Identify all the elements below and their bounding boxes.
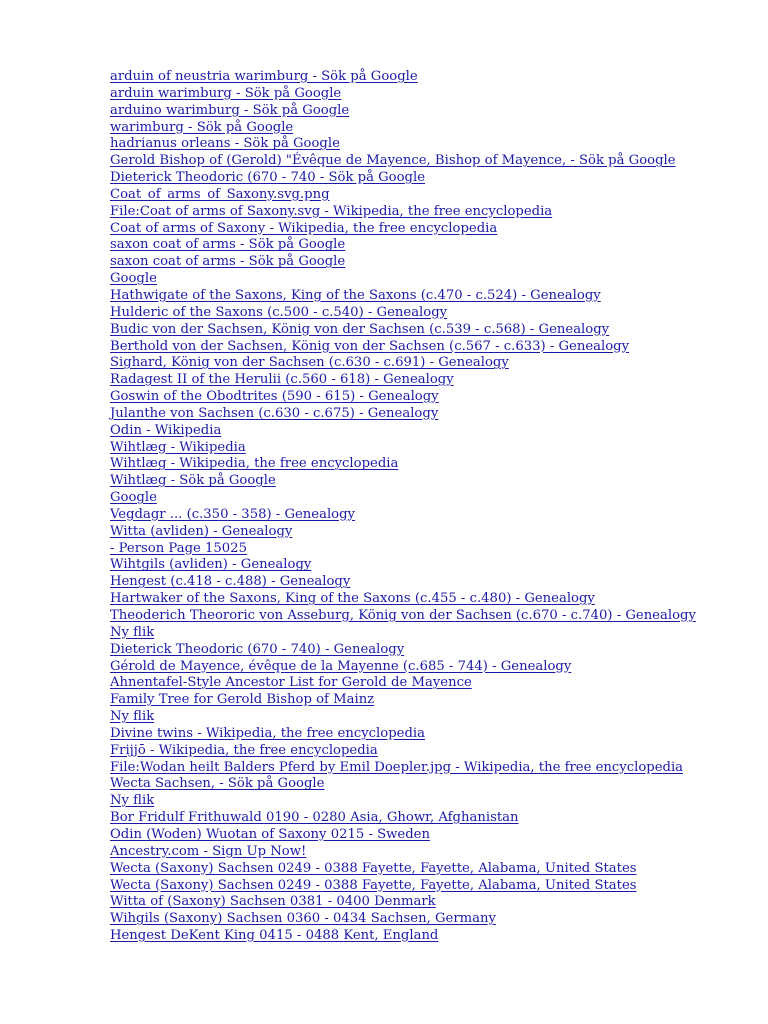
- list-item: [110, 927, 750, 944]
- bookmark-link[interactable]: Ny flik: [110, 709, 155, 725]
- bookmark-link[interactable]: - Person Page 15025: [110, 540, 247, 556]
- list-item: [110, 85, 750, 102]
- bookmark-link[interactable]: Ancestry.com - Sign Up Now!: [110, 843, 307, 859]
- bookmark-link[interactable]: File:Wodan heilt Balders Pferd by Emil Doepler.jpg - Wikipedia, the free encyclopedia: [110, 759, 684, 775]
- list-item: [110, 809, 750, 826]
- list-item: [110, 338, 750, 355]
- list-item: [110, 641, 750, 658]
- bookmark-link[interactable]: Radagest II of the Herulii (c.560 - 618) - Genealogy: [110, 372, 454, 388]
- bookmark-link[interactable]: Julanthe von Sachsen (c.630 - c.675) - Genealogy: [110, 405, 439, 421]
- list-item: [110, 725, 750, 742]
- bookmark-link[interactable]: Witta (avliden) - Genealogy: [110, 523, 293, 539]
- bookmark-link[interactable]: Wihtgils (avliden) - Genealogy: [110, 557, 312, 573]
- bookmark-link[interactable]: arduino warimburg - Sök på Google: [110, 102, 350, 118]
- list-item: [110, 119, 750, 136]
- bookmark-link[interactable]: Bor Fridulf Frithuwald 0190 - 0280 Asia, Ghowr, Afghanistan: [110, 810, 519, 826]
- list-item: [110, 287, 750, 304]
- list-item: [110, 590, 750, 607]
- list-item: [110, 826, 750, 843]
- list-item: [110, 321, 750, 338]
- list-item: [110, 135, 750, 152]
- bookmark-link[interactable]: Gerold Bishop of (Gerold) "Évêque de Mayence, Bishop of Mayence, - Sök på Google: [110, 153, 676, 169]
- list-item: [110, 405, 750, 422]
- bookmark-link[interactable]: Wihtlæg - Sök på Google: [110, 473, 276, 489]
- list-item: [110, 523, 750, 540]
- list-item: [110, 270, 750, 287]
- bookmark-link[interactable]: Hartwaker of the Saxons, King of the Saxons (c.455 - c.480) - Genealogy: [110, 591, 595, 607]
- list-item: [110, 742, 750, 759]
- bookmark-link[interactable]: saxon coat of arms - Sök på Google: [110, 254, 346, 270]
- list-item: [110, 439, 750, 456]
- list-item: [110, 658, 750, 675]
- bookmark-link[interactable]: Coat of arms of Saxony - Wikipedia, the free encyclopedia: [110, 220, 498, 236]
- bookmark-link[interactable]: Coat_of_arms_of_Saxony.svg.png: [110, 186, 330, 202]
- list-item: [110, 607, 750, 624]
- bookmark-link[interactable]: Goswin of the Obodtrites (590 - 615) - Genealogy: [110, 389, 439, 405]
- bookmark-link[interactable]: Google: [110, 271, 157, 287]
- list-item: [110, 691, 750, 708]
- bookmark-link[interactable]: Ahnentafel-Style Ancestor List for Gerold de Mayence: [110, 675, 472, 691]
- list-item: [110, 236, 750, 253]
- bookmark-link[interactable]: Witta of (Saxony) Sachsen 0381 - 0400 Denmark: [110, 894, 436, 910]
- bookmark-link[interactable]: Dieterick Theodoric (670 - 740 - Sök på Google: [110, 170, 425, 186]
- list-item: [110, 489, 750, 506]
- bookmark-link[interactable]: Wihtlæg - Wikipedia, the free encyclopedia: [110, 456, 399, 472]
- bookmark-link[interactable]: Ny flik: [110, 624, 155, 640]
- document-page: [110, 68, 750, 944]
- list-item: [110, 152, 750, 169]
- bookmark-link[interactable]: Divine twins - Wikipedia, the free encyclopedia: [110, 725, 425, 741]
- bookmark-link[interactable]: Hulderic of the Saxons (c.500 - c.540) - Genealogy: [110, 304, 448, 320]
- list-item: [110, 843, 750, 860]
- list-item: [110, 860, 750, 877]
- bookmark-link[interactable]: Wihgils (Saxony) Sachsen 0360 - 0434 Sachsen, Germany: [110, 911, 496, 927]
- bookmark-link[interactable]: Vegdagr ... (c.350 - 358) - Genealogy: [110, 506, 356, 522]
- bookmark-link[interactable]: Dieterick Theodoric (670 - 740) - Genealogy: [110, 641, 405, 657]
- list-item: [110, 388, 750, 405]
- bookmark-link[interactable]: hadrianus orleans - Sök på Google: [110, 136, 340, 152]
- list-item: [110, 169, 750, 186]
- list-item: [110, 893, 750, 910]
- list-item: [110, 775, 750, 792]
- list-item: [110, 203, 750, 220]
- bookmark-link[interactable]: Sighard, König von der Sachsen (c.630 - c.691) - Genealogy: [110, 355, 509, 371]
- list-item: [110, 877, 750, 894]
- list-item: [110, 759, 750, 776]
- bookmark-link[interactable]: File:Coat of arms of Saxony.svg - Wikipedia, the free encyclopedia: [110, 203, 553, 219]
- bookmark-link[interactable]: Gérold de Mayence, évêque de la Mayenne (c.685 - 744) - Genealogy: [110, 658, 572, 674]
- bookmark-link[interactable]: Hengest (c.418 - c.488) - Genealogy: [110, 574, 351, 590]
- list-item: [110, 472, 750, 489]
- bookmark-link[interactable]: Wecta (Saxony) Sachsen 0249 - 0388 Fayette, Fayette, Alabama, United States: [110, 860, 637, 876]
- list-item: [110, 910, 750, 927]
- list-item: [110, 506, 750, 523]
- bookmark-link[interactable]: Berthold von der Sachsen, König von der Sachsen (c.567 - c.633) - Genealogy: [110, 338, 630, 354]
- list-item: [110, 354, 750, 371]
- list-item: [110, 220, 750, 237]
- list-item: [110, 68, 750, 85]
- bookmark-link[interactable]: Hathwigate of the Saxons, King of the Saxons (c.470 - c.524) - Genealogy: [110, 287, 601, 303]
- list-item: [110, 674, 750, 691]
- bookmark-link[interactable]: warimburg - Sök på Google: [110, 119, 294, 135]
- list-item: [110, 186, 750, 203]
- bookmark-link[interactable]: arduin warimburg - Sök på Google: [110, 85, 342, 101]
- bookmark-link[interactable]: Wecta (Saxony) Sachsen 0249 - 0388 Fayette, Fayette, Alabama, United States: [110, 877, 637, 893]
- bookmark-link[interactable]: Hengest DeKent King 0415 - 0488 Kent, England: [110, 928, 439, 944]
- bookmark-link[interactable]: arduin of neustria warimburg - Sök på Google: [110, 69, 418, 84]
- bookmark-link[interactable]: Odin - Wikipedia: [110, 422, 222, 438]
- bookmark-link[interactable]: Odin (Woden) Wuotan of Saxony 0215 - Sweden: [110, 826, 430, 842]
- bookmark-link[interactable]: Wihtlæg - Wikipedia: [110, 439, 246, 455]
- list-item: [110, 792, 750, 809]
- list-item: [110, 371, 750, 388]
- list-item: [110, 624, 750, 641]
- bookmark-link[interactable]: Frijjō - Wikipedia, the free encyclopedia: [110, 742, 378, 758]
- bookmark-link[interactable]: saxon coat of arms - Sök på Google: [110, 237, 346, 253]
- list-item: [110, 708, 750, 725]
- list-item: [110, 556, 750, 573]
- bookmark-link[interactable]: Theoderich Theororic von Asseburg, König von der Sachsen (c.670 - c.740) - Genealogy: [110, 608, 696, 623]
- bookmark-link-list: [110, 68, 750, 944]
- list-item: [110, 102, 750, 119]
- bookmark-link[interactable]: Google: [110, 490, 157, 506]
- list-item: [110, 253, 750, 270]
- list-item: [110, 304, 750, 321]
- list-item: [110, 540, 750, 557]
- bookmark-link[interactable]: Budic von der Sachsen, König von der Sachsen (c.539 - c.568) - Genealogy: [110, 321, 610, 337]
- list-item: [110, 573, 750, 590]
- bookmark-link[interactable]: Family Tree for Gerold Bishop of Mainz: [110, 692, 375, 708]
- bookmark-link[interactable]: Wecta Sachsen, - Sök på Google: [110, 776, 325, 792]
- list-item: [110, 455, 750, 472]
- bookmark-link[interactable]: Ny flik: [110, 793, 155, 809]
- list-item: [110, 422, 750, 439]
